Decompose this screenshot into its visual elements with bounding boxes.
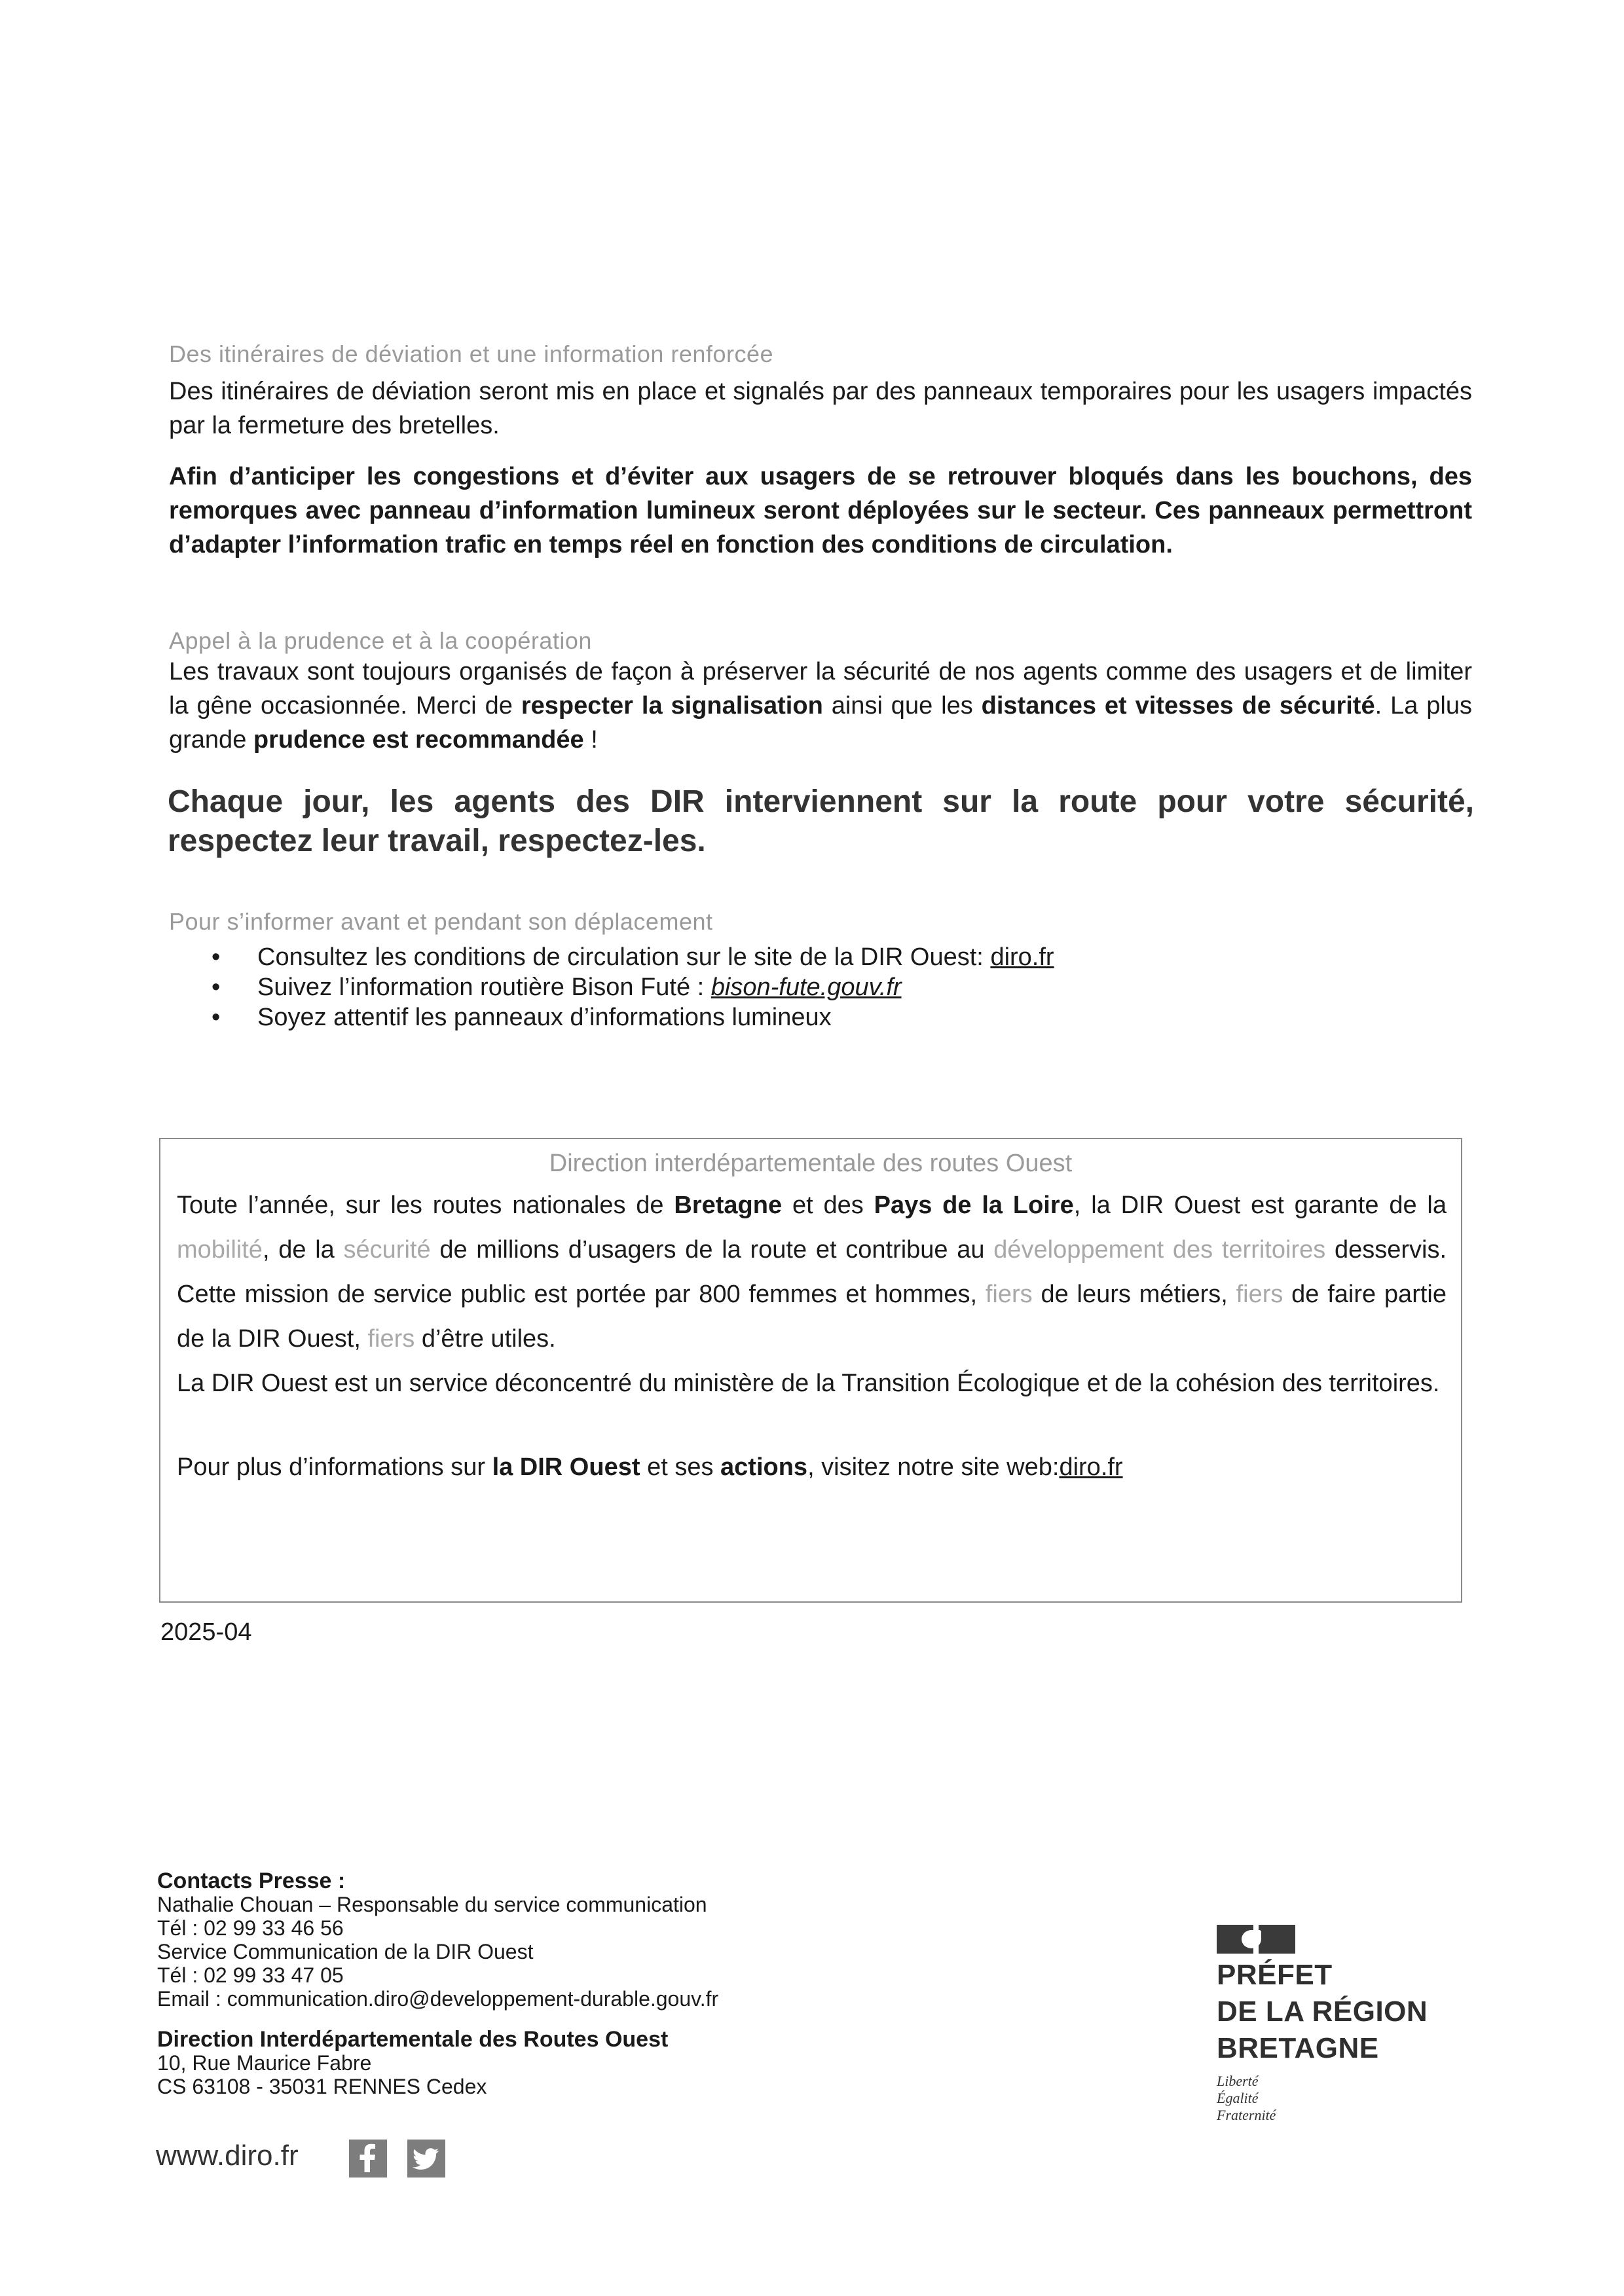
agents-callout: Chaque jour, les agents des DIR interviennent sur la route pour votre sécurité, respectez leur travail, respectez-les. xyxy=(168,784,1474,858)
box-text: , de la xyxy=(262,1236,344,1264)
prudence-text-3: . La plus grande xyxy=(169,692,1472,754)
box-bold-actions: actions xyxy=(720,1453,808,1481)
congestion-paragraph: Afin d’anticiper les congestions et d’éviter aux usagers de se retrouver bloqués dans les bouchons, des remorques avec panneau d’information lumineux seront déployées sur le secteur. Ces panneaux permettront d’adapter l’information trafic en temps réel en fonction des conditions de circulation. xyxy=(169,463,1472,558)
box-title: Direction interdépartementale des routes Ouest xyxy=(549,1150,1073,1177)
section-heading-informer: Pour s’informer avant et pendant son déplacement xyxy=(169,908,713,935)
marianne-right-block xyxy=(1259,1925,1295,1954)
contact-email[interactable]: Email : communication.diro@developpement-durable.gouv.fr xyxy=(157,1987,719,2011)
motto-line: Liberté xyxy=(1217,2073,1259,2089)
box-text: Pour plus d’informations sur xyxy=(177,1453,492,1481)
deviation-paragraph: Des itinéraires de déviation seront mis en place et signalés par des panneaux temporaires pour les usagers impactés par la fermeture des bretelles. xyxy=(169,378,1472,439)
facebook-icon[interactable] xyxy=(349,2140,387,2178)
box-body xyxy=(177,1183,1447,1406)
box-grey-fiers: fiers xyxy=(1236,1281,1283,1308)
box-text: et ses xyxy=(640,1453,721,1481)
list-item-text: Soyez attentif les panneaux d’informations lumineux xyxy=(257,1004,832,1031)
list-item xyxy=(169,942,1472,972)
prudence-text-2: ainsi que les xyxy=(822,692,982,720)
box-text: de millions d’usagers de la route et contribue au xyxy=(430,1236,994,1264)
prudence-text-1: Les travaux sont toujours organisés de façon à préserver la sécurité de nos agents comme des usagers et de limiter la gêne occasionnée. Merci de xyxy=(169,658,1472,720)
prudence-paragraph xyxy=(169,655,1472,757)
box-grey-mobilite: mobilité xyxy=(177,1236,263,1264)
prefet-line: PRÉFET xyxy=(1217,1959,1333,1991)
box-diro-link[interactable]: diro.fr xyxy=(1059,1453,1123,1481)
section-prudence xyxy=(169,627,1472,757)
diro-link[interactable]: diro.fr xyxy=(990,943,1054,971)
org-name: Direction Interdépartementale des Routes Ouest xyxy=(157,2027,669,2052)
contact-line: Tél : 02 99 33 46 56 xyxy=(157,1916,344,1940)
prudence-bold-signalisation: respecter la signalisation xyxy=(521,692,823,720)
motto-line: Égalité xyxy=(1217,2090,1259,2106)
list-item xyxy=(169,972,1472,1002)
box-bold-pays-de-la-loire: Pays de la Loire xyxy=(874,1192,1074,1219)
contact-line: Service Communication de la DIR Ouest xyxy=(157,1940,534,1963)
box-bold-dir-ouest: la DIR Ouest xyxy=(492,1453,640,1481)
prefet-logo xyxy=(1217,1925,1492,2124)
prudence-bold-recommandee: prudence est recommandée xyxy=(253,726,584,754)
spacer xyxy=(157,2011,812,2028)
bullet-icon: • xyxy=(212,1004,221,1031)
motto xyxy=(1217,2073,1492,2124)
box-more-info xyxy=(177,1450,1447,1484)
box-grey-securite: sécurité xyxy=(343,1236,431,1264)
marianne-icon xyxy=(1217,1925,1295,1954)
facebook-glyph xyxy=(349,2140,387,2178)
prefet-line: BRETAGNE xyxy=(1217,2032,1379,2064)
list-item-text: Suivez l’information routière Bison Futé : xyxy=(257,974,711,1001)
contact-line: Nathalie Chouan – Responsable du service communication xyxy=(157,1893,707,1916)
org-address: 10, Rue Maurice Fabre xyxy=(157,2051,372,2075)
box-text: d’être utiles. xyxy=(415,1325,556,1353)
box-text: desservis. Cette mission de service public est portée par 800 femmes et hommes, xyxy=(177,1236,1447,1308)
motto-line: Fraternité xyxy=(1217,2107,1276,2123)
marianne-profile xyxy=(1242,1930,1261,1948)
prudence-text-4: ! xyxy=(583,726,598,754)
prefet-line: DE LA RÉGION xyxy=(1217,1995,1428,2028)
contact-line: Tél : 02 99 33 47 05 xyxy=(157,1963,344,1987)
box-text: , visitez notre site web: xyxy=(807,1453,1060,1481)
document-date: 2025-04 xyxy=(160,1618,252,1646)
contacts-title: Contacts Presse : xyxy=(157,1868,346,1893)
box-grey-developpement: développement des territoires xyxy=(993,1236,1326,1264)
prudence-bold-distances: distances et vitesses de sécurité xyxy=(981,692,1375,720)
section-informer xyxy=(169,908,1472,1032)
box-paragraph-ministere: La DIR Ouest est un service déconcentré du ministère de la Transition Écologique et de la cohésion des territoires. xyxy=(177,1370,1440,1397)
box-text: et des xyxy=(782,1192,874,1219)
press-contacts xyxy=(157,1869,812,2098)
box-text: de faire partie de la DIR Ouest, xyxy=(177,1281,1447,1353)
section-heading-deviation: Des itinéraires de déviation et une information renforcée xyxy=(169,340,773,367)
dir-ouest-box xyxy=(159,1138,1462,1603)
section-heading-prudence: Appel à la prudence et à la coopération xyxy=(169,627,592,654)
list-item-text: Consultez les conditions de circulation sur le site de la DIR Ouest: xyxy=(257,943,991,971)
website-link[interactable]: www.diro.fr xyxy=(156,2140,299,2172)
box-text: Toute l’année, sur les routes nationales de xyxy=(177,1192,674,1219)
section-deviation xyxy=(169,340,1472,562)
list-item xyxy=(169,1002,1472,1032)
bullet-icon: • xyxy=(212,974,221,1001)
bullet-icon: • xyxy=(212,943,221,971)
org-address: CS 63108 - 35031 RENNES Cedex xyxy=(157,2075,487,2098)
box-paragraph-mission xyxy=(177,1183,1447,1361)
twitter-glyph xyxy=(407,2140,445,2178)
box-bold-bretagne: Bretagne xyxy=(674,1192,783,1219)
twitter-icon[interactable] xyxy=(407,2140,445,2178)
box-text: de leurs métiers, xyxy=(1032,1281,1236,1308)
box-grey-fiers: fiers xyxy=(367,1325,415,1353)
info-list xyxy=(169,942,1472,1032)
box-text: , la DIR Ouest est garante de la xyxy=(1073,1192,1447,1219)
box-grey-fiers: fiers xyxy=(985,1281,1033,1308)
bison-fute-link[interactable]: bison-fute.gouv.fr xyxy=(710,974,902,1001)
